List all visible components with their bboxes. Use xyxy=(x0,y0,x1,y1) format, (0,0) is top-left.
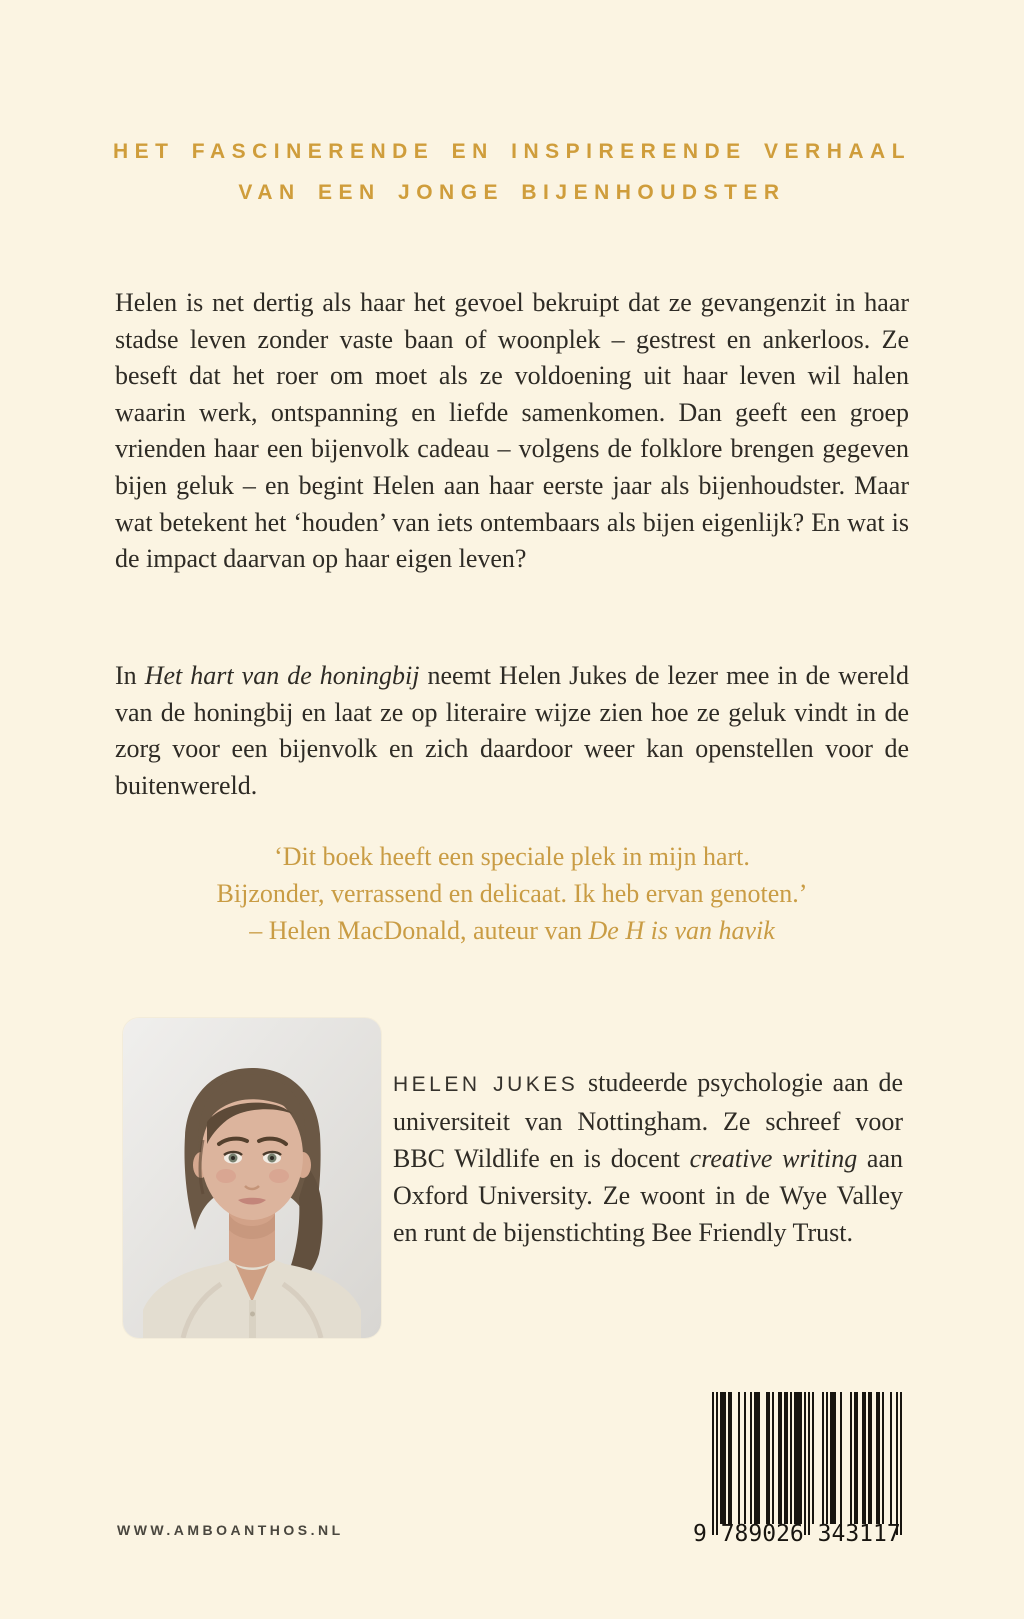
isbn-barcode xyxy=(693,1392,912,1547)
endorsement-quote xyxy=(0,838,1024,949)
author-bio: HELEN JUKES studeerde psychologie aan de universiteit van Nottingham. Ze schreef voor BBC Wildlife en is docent creative writing aan Oxford University. Ze woont in de Wye Valley en runt de bijenstichting Bee Friendly Trust. xyxy=(393,1068,904,1247)
quote-line-2: Bijzonder, verrassend en delicaat. Ik heb ervan genoten.’ xyxy=(216,879,808,908)
synopsis-paragraph-2: In Het hart van de honingbij neemt Helen Jukes de lezer mee in de wereld van de honingbij en laat ze op literaire wijze zien hoe ze geluk vindt in de zorg voor een bijenvolk en zich daardoor weer kan openstellen voor de buitenwereld. xyxy=(115,661,909,800)
author-photo xyxy=(123,1018,381,1338)
synopsis-paragraph-1: Helen is net dertig als haar het gevoel bekruipt dat ze gevangenzit in haar stadse leven zonder vaste baan of woonplek – gestrest en ankerloos. Ze beseft dat het roer om moet als ze voldoening uit haar leven wil halen waarin werk, ontspanning en liefde samenkomen. Dan geeft een groep vrienden haar een bijenvolk cadeau – volgens de folklore brengen gegeven bijen geluk – en begint Helen aan haar eerste jaar als bijenhoudster. Maar wat betekent het ‘houden’ van iets ontembaars als bijen eigenlijk? En wat is de impact daarvan op haar eigen leven? xyxy=(115,288,909,574)
quote-attribution: – Helen MacDonald, auteur van De H is van havik xyxy=(249,916,775,945)
quote-line-1: ‘Dit boek heeft een speciale plek in mijn hart. xyxy=(274,842,750,871)
tagline xyxy=(0,131,1024,213)
tagline-line-1: HET FASCINERENDE EN INSPIRERENDE VERHAAL xyxy=(112,140,912,163)
tagline-line-2: VAN EEN JONGE BIJENHOUDSTER xyxy=(238,181,786,204)
author-portrait-illustration xyxy=(123,1018,381,1338)
publisher-website: WWW.AMBOANTHOS.NL xyxy=(117,1522,344,1538)
isbn-number: 9 789026 343117 xyxy=(693,1521,901,1547)
barcode-bars xyxy=(712,1392,912,1524)
